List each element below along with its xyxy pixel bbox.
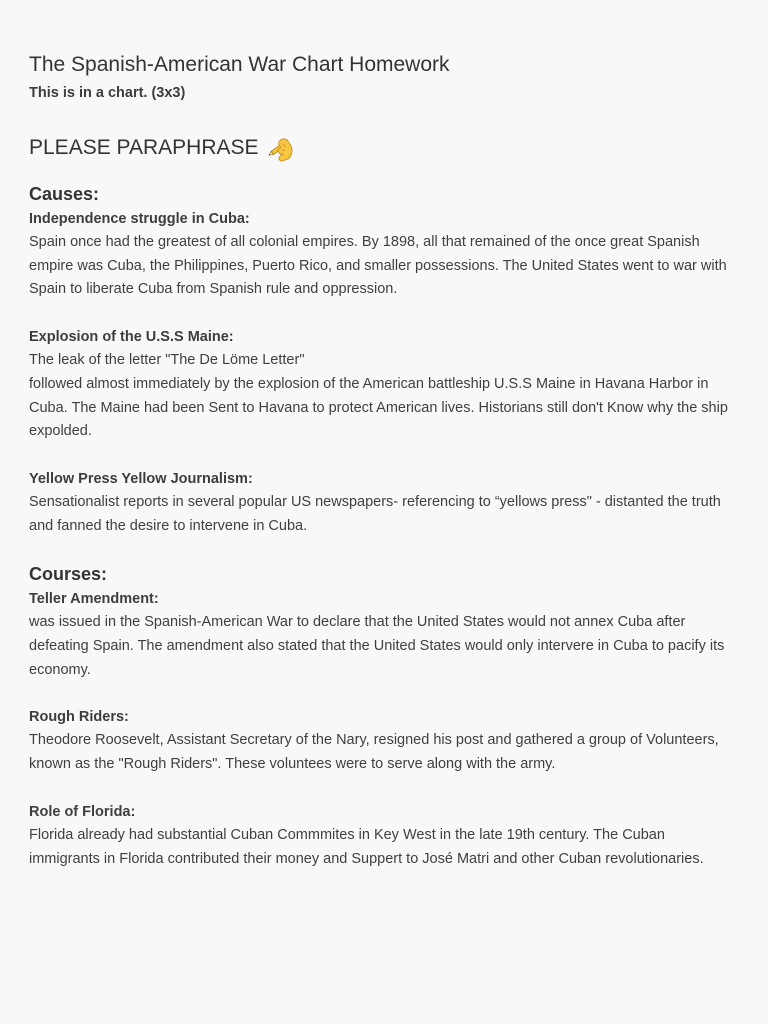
- entry-title: Yellow Press Yellow Journalism:: [29, 470, 253, 487]
- entry-text: Sensationalist reports in several popular US newspapers- referencing to “yellows press" - distanted the truth and fanned the desire to intervene in Cuba.: [29, 493, 721, 534]
- entry-text: Theodore Roosevelt, Assistant Secretary of the Nary, resigned his post and gathered a group of Volunteers, known as the "Rough Riders". These voluntees were to serve along with the army.: [29, 732, 719, 773]
- entry-text: Spain once had the greatest of all colonial empires. By 1898, all that remained of the once great Spanish empire was Cuba, the Philippines, Puerto Rico, and smaller possessions. The United States went to war with Spain to liberate Cuba from Spanish rule and oppression.: [29, 234, 727, 298]
- instruction-heading: PLEASE PARAPHRASE: [29, 136, 259, 159]
- document-title: The Spanish-American War Chart Homework: [29, 53, 450, 76]
- entry-title: Teller Amendment:: [29, 591, 159, 608]
- causes-list: [29, 207, 738, 538]
- course-entry-teller: [29, 587, 738, 682]
- entry-text: The leak of the letter "The De Löme Letter" followed almost immediately by the explosion of the American battleship U.S.S Maine in Havana Harbor in Cuba. The Maine had been Sent to Havana to protect American lives. Historians still don't Know why the ship expolded.: [29, 352, 728, 440]
- entry-title: Explosion of the U.S.S Maine:: [29, 329, 234, 346]
- instruction-row: [29, 128, 738, 168]
- entry-title: Role of Florida:: [29, 803, 136, 820]
- entry-title: Independence struggle in Cuba:: [29, 211, 250, 227]
- cause-entry-maine: [29, 325, 738, 444]
- course-entry-rough-riders: [29, 705, 738, 776]
- courses-heading: Courses:: [29, 564, 108, 585]
- entry-text: was issued in the Spanish-American War to declare that the United States would not annex Cuba after defeating Spain. The amendment also stated that the United States would only intervere in Cuba to pacify its economy.: [29, 614, 725, 678]
- writing-hand-icon: [267, 132, 297, 164]
- entry-text: Florida already had substantial Cuban Commmites in Key West in the late 19th century. The Cuban immigrants in Florida contributed their money and Suppert to José Matri and other Cuban revolutionaries.: [29, 826, 704, 867]
- entry-title: Rough Riders:: [29, 709, 129, 726]
- cause-entry-independence: [29, 207, 738, 302]
- course-entry-florida: [29, 800, 738, 871]
- document-subtitle: This is in a chart. (3x3): [29, 85, 186, 101]
- courses-list: [29, 587, 738, 871]
- causes-heading: Causes:: [29, 184, 100, 204]
- cause-entry-yellow-press: [29, 467, 738, 538]
